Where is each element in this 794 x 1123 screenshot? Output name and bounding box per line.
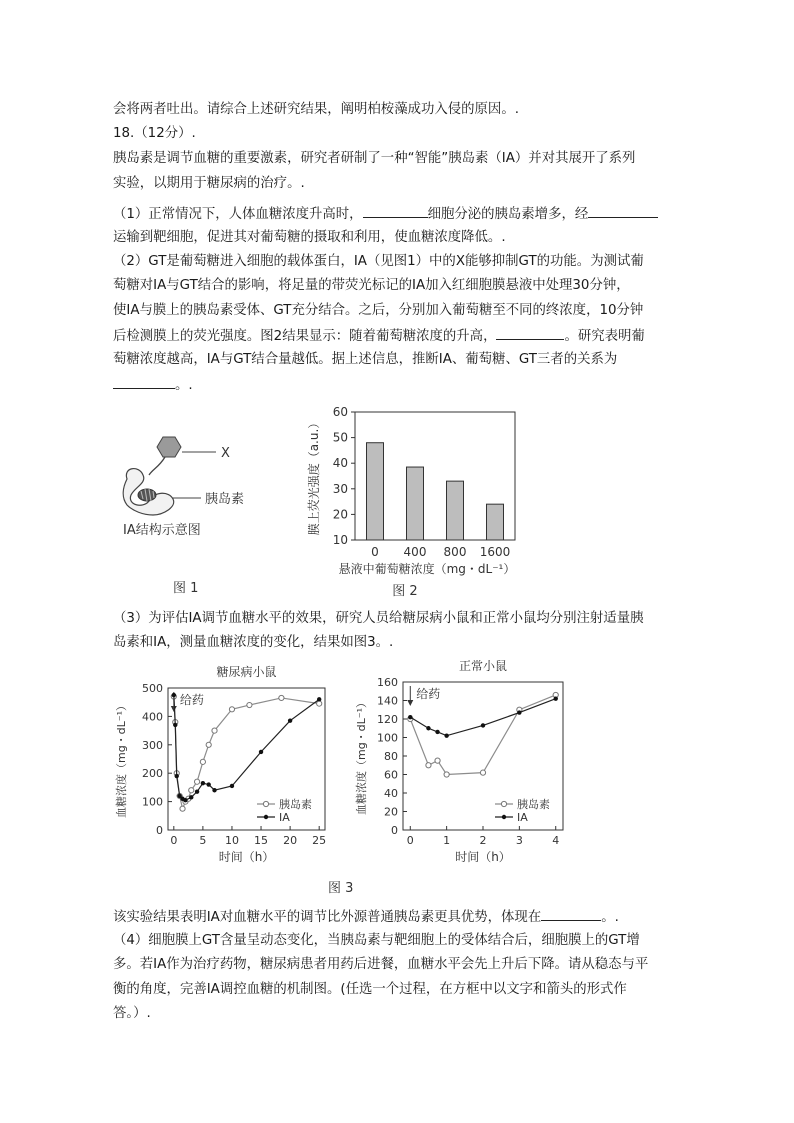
data-point [180, 806, 185, 811]
x-tick-label: 4 [552, 834, 560, 847]
y-tick-label: 0 [391, 824, 398, 837]
data-point [408, 715, 412, 719]
legend-label: 胰岛素 [517, 798, 550, 811]
data-point [426, 763, 431, 768]
y-tick-label: 10 [332, 533, 348, 547]
x-tick-label: 0 [170, 834, 178, 847]
legend-marker [501, 801, 506, 806]
chart-title: 正常小鼠 [458, 660, 508, 673]
data-point [288, 718, 292, 722]
legend-marker [263, 801, 268, 806]
x-tick-label: 400 [403, 545, 427, 559]
x-tick-label: 1600 [479, 545, 511, 559]
text-line: 会将两者吐出。请综合上述研究结果，阐明柏桉藻成功入侵的原因。. [113, 102, 519, 117]
text-line: 该实验结果表明IA对血糖水平的调节比外源普通胰岛素更具优势，体现在 。. [113, 906, 619, 928]
answer-blank[interactable] [113, 374, 175, 389]
legend-label: 胰岛素 [279, 798, 312, 811]
legend-marker [502, 815, 506, 819]
text-line: 萄糖浓度越高，IA与GT结合量越低。据上述信息，推断IA、葡萄糖、GT三者的关系为 [113, 352, 618, 367]
data-point [259, 750, 263, 754]
question-number: 18.（12分）. [113, 126, 196, 141]
text-line: （4）细胞膜上GT含量呈动态变化，当胰岛素与靶细胞上的受体结合后，细胞膜上的GT增 [113, 933, 640, 948]
data-point [435, 758, 440, 763]
y-tick-label: 200 [142, 767, 163, 781]
y-tick-label: 160 [377, 676, 398, 689]
data-point [194, 779, 199, 784]
text-line: 后检测膜上的荧光强度。图2结果显示：随着葡萄糖浓度的升高， 。研究表明葡 [113, 325, 645, 347]
data-point [279, 695, 284, 700]
figure-2-label: 图 2 [392, 584, 418, 599]
legend-label: IA [517, 811, 528, 824]
legend-label: IA [279, 811, 290, 824]
dosing-arrow-head [407, 700, 413, 706]
ia-structure-caption: IA结构示意图 [123, 523, 201, 538]
text-line: 衡的角度，完善IA调控血糖的机制图。(任选一个过程，在方框中以文字和箭头的形式作 [113, 982, 627, 997]
figure-2-bar-chart [300, 400, 540, 600]
data-point [317, 701, 322, 706]
data-point [175, 774, 179, 778]
x-axis-label: 时间（h） [218, 850, 275, 864]
data-point [481, 723, 485, 727]
data-point [212, 788, 216, 792]
y-tick-label: 0 [156, 824, 163, 837]
data-point [212, 728, 217, 733]
x-tick-label: 0 [371, 545, 379, 559]
text-line: （3）为评估IA调节血糖水平的效果，研究人员给糖尿病小鼠和正常小鼠均分别注射适量胰 [113, 611, 644, 626]
x-tick-label: 20 [283, 834, 298, 847]
y-axis-label: 膜上荧光强度（a.u.） [307, 416, 321, 536]
text-line: 多。若IA作为治疗药物，糖尿病患者用药后进餐，血糖水平会先上升后下降。请从稳态与平 [113, 957, 649, 972]
data-point [183, 798, 187, 802]
y-tick-label: 40 [332, 456, 348, 471]
x-axis-label: 时间（h） [455, 850, 511, 864]
data-point [426, 726, 430, 730]
y-tick-label: 20 [332, 507, 348, 522]
chart-title: 糖尿病小鼠 [216, 665, 277, 679]
y-axis-label: 血糖浓度（mg・dL⁻¹） [115, 699, 128, 819]
text-line: 岛素和IA，测量血糖浓度的变化，结果如图3。. [113, 635, 394, 650]
text-line: （1）正常情况下，人体血糖浓度升高时， 细胞分泌的胰岛素增多，经 [113, 203, 683, 225]
y-tick-label: 400 [142, 710, 163, 724]
data-point [444, 772, 449, 777]
data-point [444, 733, 448, 737]
data-point [554, 696, 558, 700]
linker [149, 457, 165, 475]
text-line: 萄糖对IA与GT结合的影响，将足量的带荧光标记的IA加入红细胞膜悬液中处理30分钟， [113, 278, 630, 293]
label-x: X [221, 446, 230, 461]
y-tick-label: 100 [377, 731, 398, 745]
y-tick-label: 80 [384, 750, 398, 763]
y-tick-label: 100 [142, 795, 163, 809]
figure-1 [113, 425, 283, 600]
dosing-annotation: 给药 [416, 687, 441, 701]
answer-blank[interactable] [588, 203, 658, 218]
answer-blank[interactable] [496, 325, 564, 340]
x-tick-label: 0 [406, 834, 414, 847]
legend-marker [264, 815, 268, 819]
x-tick-label: 25 [312, 834, 327, 847]
y-tick-label: 60 [384, 768, 398, 782]
data-point [247, 702, 252, 707]
data-point [207, 782, 211, 786]
text-line: 实验，以期用于糖尿病的治疗。. [113, 176, 305, 191]
data-point [517, 710, 521, 714]
bar [447, 481, 464, 540]
x-tick-label: 5 [199, 834, 207, 847]
y-tick-label: 20 [384, 805, 398, 819]
x-tick-label: 2 [479, 834, 487, 847]
bar [367, 443, 384, 540]
text-line: 使IA与膜上的胰岛素受体、GT充分结合。之后，分别加入葡萄糖至不同的终浓度，10分钟 [113, 303, 644, 318]
data-point [172, 693, 176, 697]
data-point [173, 723, 177, 727]
bar [407, 467, 424, 540]
bar [487, 504, 504, 540]
y-tick-label: 40 [384, 787, 398, 800]
data-point [201, 781, 205, 785]
figure-3-normal-chart [353, 660, 573, 870]
dosing-annotation: 给药 [179, 693, 204, 707]
x-tick-label: 3 [515, 834, 523, 847]
text-line: 胰岛素是调节血糖的重要激素，研究者研制了一种“智能”胰岛素（IA）并对其展开了系列 [113, 151, 636, 166]
data-point [230, 784, 234, 788]
x-tick-label: 10 [224, 834, 239, 847]
text-line: 运输到靶细胞，促进其对葡萄糖的摄取和利用，使血糖浓度降低。. [113, 230, 506, 245]
data-point [229, 707, 234, 712]
data-point [195, 789, 199, 793]
y-tick-label: 50 [332, 430, 348, 445]
label-insulin: 胰岛素 [205, 492, 245, 507]
y-tick-label: 140 [377, 694, 398, 708]
data-point [206, 742, 211, 747]
y-tick-label: 60 [332, 405, 348, 419]
text-line: 。. [113, 374, 193, 396]
x-tick-label: 15 [254, 834, 269, 847]
x-group-hexagon [157, 437, 181, 457]
figure-1-label: 图 1 [173, 581, 199, 596]
y-tick-label: 120 [377, 713, 398, 726]
data-point [189, 795, 193, 799]
data-point [317, 697, 321, 701]
text-line: 答。）. [113, 1006, 151, 1021]
figure-3-label: 图 3 [328, 881, 354, 896]
answer-blank[interactable] [363, 203, 428, 218]
x-tick-label: 1 [443, 834, 451, 847]
y-tick-label: 500 [142, 682, 163, 695]
y-axis-label: 血糖浓度（mg・dL⁻¹） [355, 696, 368, 816]
data-point [435, 730, 439, 734]
y-tick-label: 300 [142, 738, 163, 752]
data-point [200, 759, 205, 764]
data-point [189, 788, 194, 793]
text-line: （2）GT是葡萄糖进入细胞的载体蛋白，IA（见图1）中的X能够抑制GT的功能。为测试葡 [113, 254, 644, 269]
figure-3-diabetic-chart [113, 660, 333, 870]
answer-blank[interactable] [541, 906, 601, 921]
x-tick-label: 800 [443, 545, 467, 559]
y-tick-label: 30 [332, 481, 348, 496]
data-point [480, 770, 485, 775]
x-axis-label: 悬液中葡萄糖浓度（mg・dL⁻¹） [338, 562, 516, 576]
